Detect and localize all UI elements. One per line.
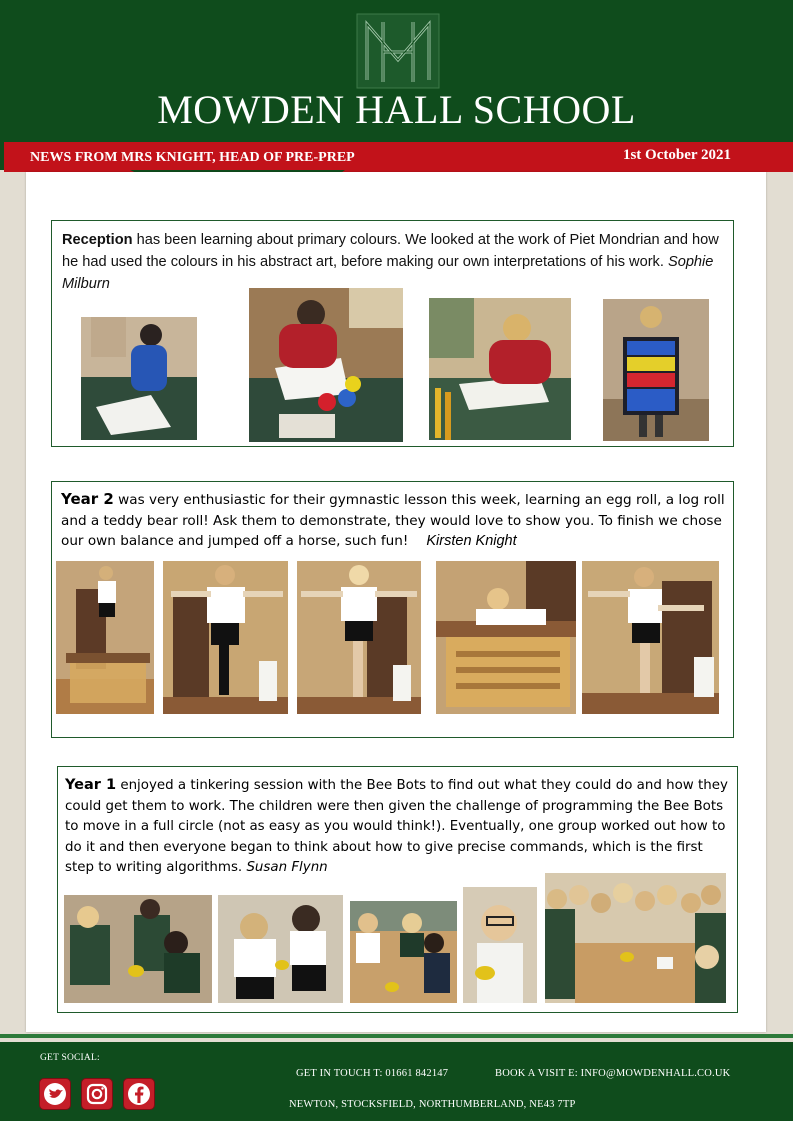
year2-section [51,481,734,738]
year1-photo-1 [64,895,212,1003]
year2-author: Kirsten Knight [426,533,517,549]
facebook-icon[interactable] [123,1078,155,1110]
year1-heading: Year 1 [65,777,117,793]
year2-photo-1 [56,561,154,714]
reception-body: has been learning about primary colours. We looked at the work of Piet Mondrian and how he had used the colours in his abstract art, before making our own interpretations of his work. [62,232,719,270]
newsletter-date: 1st October 2021 [622,147,731,163]
book-visit-email[interactable]: BOOK A VISIT E: INFO@MOWDENHALL.CO.UK [495,1068,731,1079]
year1-photo-4 [463,887,537,1003]
reception-section [51,220,734,447]
twitter-icon[interactable] [39,1078,71,1110]
reception-photo-1 [81,317,197,440]
year1-section [57,766,738,1013]
get-social-label: GET SOCIAL: [40,1053,100,1063]
reception-photo-4 [603,299,709,441]
reception-photo-3 [429,298,571,440]
banner-title: NEWS FROM MRS KNIGHT, HEAD OF PRE-PREP [30,150,355,165]
school-address: NEWTON, STOCKSFIELD, NORTHUMBERLAND, NE43 7TP [289,1099,576,1110]
year1-photo-2 [218,895,343,1003]
school-name: MOWDEN HALL SCHOOL [157,87,636,132]
reception-photo-2 [249,288,403,442]
year1-photo-3 [350,901,457,1003]
year2-body: was very enthusiastic for their gymnastic lesson this week, learning an egg roll, a log roll and a teddy bear roll! Ask them to demonstrate, they would love to show you. To finish we chose our own balance and jumped off a horse, such fun! [61,492,725,549]
school-crest-logo [355,12,441,90]
year1-author: Susan Flynn [246,860,328,875]
year2-photo-2 [163,561,288,714]
year2-heading: Year 2 [61,490,114,508]
year2-photo-3 [297,561,421,714]
year1-body: enjoyed a tinkering session with the Bee Bots to find out what they could do and how they could get them to work. The children were then given the challenge of programming the Bee Bots to move in a full circle (not as easy as you would think!). Eventually, one group worked out how to do it and then everyone began to think about how to give precise commands, which is the first step to writing algorithms. [65,778,728,875]
instagram-icon[interactable] [81,1078,113,1110]
reception-author: Sophie Milburn [62,254,714,292]
reception-heading: Reception [62,232,133,248]
year1-photo-5 [545,873,726,1003]
reception-text [62,229,724,295]
year2-text [61,489,725,552]
footer-divider [0,1034,793,1038]
year2-photo-4 [436,561,576,714]
contact-phone: GET IN TOUCH T: 01661 842147 [296,1068,449,1079]
year2-photo-5 [582,561,719,714]
year1-text [65,775,729,879]
